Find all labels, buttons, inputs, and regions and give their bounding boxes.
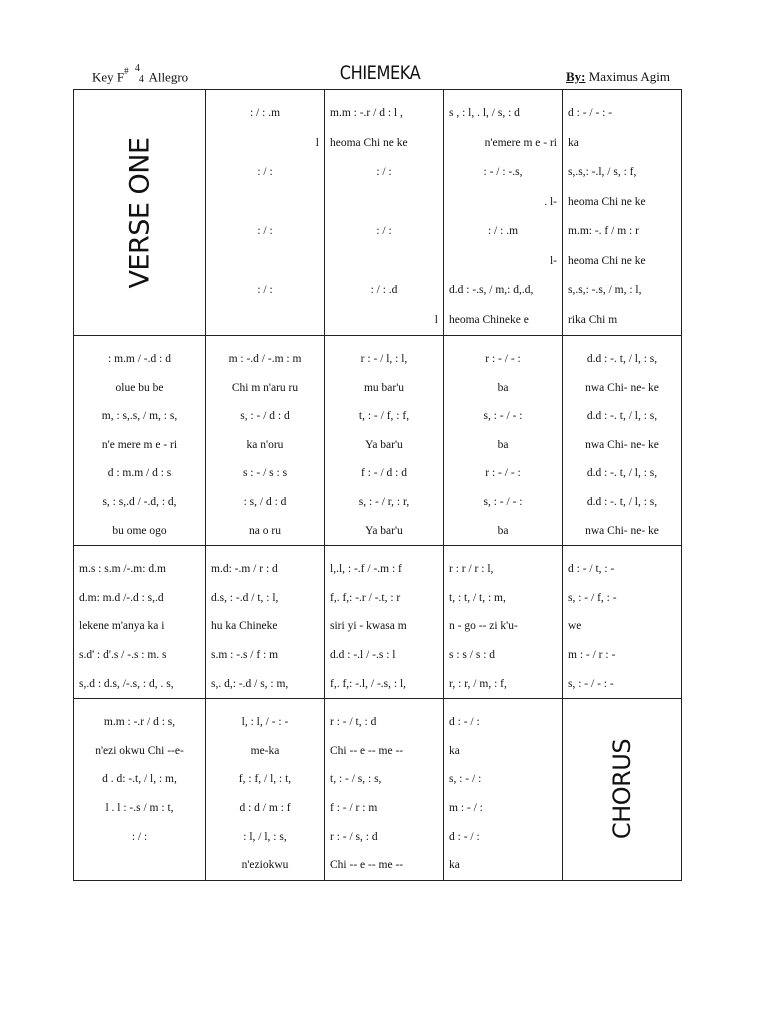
cell-r2-c2: [206, 336, 325, 546]
notation-line: r : - / t, : d: [330, 716, 377, 729]
notation-line: ba: [497, 524, 509, 537]
notation-line: olue bu be: [115, 381, 164, 394]
notation-line: m.d: -.m / r : d: [211, 563, 278, 576]
notation-line: m.m: -. f / m : r: [568, 225, 639, 237]
notation-line: s, : - / - :: [483, 410, 523, 423]
notation-line: rika Chi m: [568, 313, 618, 326]
notation-line: n'ezi okwu Chi --e-: [95, 744, 184, 757]
notation-line: d.d : -.l / -.s : l: [330, 648, 396, 661]
notation-line: : / : .m: [487, 225, 519, 237]
notation-line: : m.m / -.d : d: [108, 353, 171, 365]
notation-line: d.m: m.d /-.d : s,.d: [79, 591, 164, 604]
notation-line: : / :: [376, 166, 392, 178]
cell-r1-c3: [325, 90, 444, 336]
by-label: By:: [566, 69, 586, 84]
notation-line: s, : - / d : d: [240, 410, 290, 423]
cell-r3-c1: [74, 546, 206, 699]
time-signature: [133, 63, 145, 86]
verse-one-label-cell: [74, 90, 206, 336]
notation-line: f,. f,: -.l, / -.s, : l,: [330, 677, 407, 690]
notation-line: m, : s,.s, / m, : s,: [101, 410, 178, 423]
notation-line: s , : l, . l, / s, : d: [449, 107, 520, 119]
cell-r3-c3: [325, 546, 444, 699]
notation-line: t, : - / s, : s,: [330, 773, 382, 786]
notation-line: hu ka Chineke: [211, 620, 278, 633]
notation-line: f : - / r : m: [330, 801, 378, 814]
notation-line: l,.l, : -.f / -.m : f: [330, 563, 402, 576]
notation-line: : / : .m: [249, 107, 281, 119]
notation-line: bu ome ogo: [112, 524, 167, 537]
notation-line: l-: [549, 254, 557, 267]
notation-line: nwa Chi- ne- ke: [585, 438, 659, 451]
notation-line: l: [434, 313, 438, 326]
notation-line: s.d' : d'.s / -.s : m. s: [79, 648, 167, 661]
notation-line: s : s / s : d: [449, 648, 496, 661]
notation-line: heoma Chi ne ke: [568, 195, 646, 208]
cell-r2-c1: [74, 336, 206, 546]
notation-line: n - go -- zi k'u-: [449, 620, 518, 633]
notation-line: r : - / s, : d: [330, 830, 378, 843]
song-title: CHIEMEKA: [339, 62, 421, 84]
grid-row-2: [74, 336, 682, 546]
notation-line: : - / : -.s,: [483, 166, 523, 178]
notation-line: f : - / d : d: [361, 467, 407, 480]
key-signature: [92, 63, 189, 86]
notation-line: f,. f,: -.r / -.t, : r: [330, 591, 401, 604]
cell-r4-c3: [325, 699, 444, 881]
notation-line: : / :: [257, 284, 273, 296]
grid-row-4: [74, 699, 682, 881]
notation-line: : l, / l, : s,: [243, 830, 287, 843]
notation-line: d : d / m : f: [239, 801, 291, 814]
notation-line: l: [315, 136, 319, 149]
notation-line: m : - / :: [449, 801, 483, 814]
notation-line: d : - / :: [449, 716, 480, 729]
cell-r4-c4: [444, 699, 563, 881]
cell-r3-c4: [444, 546, 563, 699]
cell-r1-c4: [444, 90, 563, 336]
notation-line: [325, 247, 443, 277]
grid-row-3: [74, 546, 682, 699]
notation-line: d : - / - : -: [568, 107, 613, 119]
notation-line: : / :: [257, 166, 273, 178]
notation-line: ka: [449, 859, 460, 872]
notation-line: Chi -- e -- me --: [330, 744, 404, 757]
cell-r3-c5: [563, 546, 682, 699]
grid-row-1: [74, 90, 682, 336]
notation-line: heoma Chineke e: [449, 313, 529, 326]
notation-grid: [73, 89, 682, 881]
notation-line: ka: [568, 136, 579, 149]
cell-r4-c2: [206, 699, 325, 881]
time-bottom: 4: [138, 74, 144, 86]
notation-line: m : -.d / -.m : m: [228, 353, 302, 365]
notation-line: r, : r, / m, : f,: [449, 677, 507, 690]
key-prefix: Key F: [92, 69, 125, 85]
notation-line: r : - / l, : l,: [360, 353, 408, 365]
cell-r1-c5: [563, 90, 682, 336]
notation-line: d . d: -.t, / l, : m,: [102, 773, 177, 786]
verse-one-label: VERSE ONE: [124, 136, 155, 289]
cell-r1-c2: [206, 90, 325, 336]
notation-line: heoma Chi ne ke: [330, 136, 408, 149]
notation-line: s, : - / - :: [483, 495, 523, 508]
notation-line: r : - / - :: [485, 353, 521, 365]
composer-credit: [566, 69, 670, 85]
notation-line: Chi -- e -- me --: [330, 859, 404, 872]
notation-line: d.s, : -.d / t, : l,: [211, 591, 279, 604]
notation-line: d : - / :: [449, 830, 480, 843]
cell-r2-c5: [563, 336, 682, 546]
notation-line: m.m : -.r / d : s,: [103, 716, 176, 729]
notation-line: l, : l, / - : -: [241, 716, 289, 729]
notation-line: s, : - / :: [449, 773, 482, 786]
notation-line: s, : - / f, : -: [568, 591, 617, 604]
notation-line: n'e mere m e - ri: [101, 438, 178, 451]
notation-line: : / :: [131, 830, 148, 843]
notation-line: d.d : -. t, / l, : s,: [586, 410, 658, 423]
notation-line: s,.d : d.s, /-.s, : d, . s,: [79, 677, 174, 690]
notation-line: nwa Chi- ne- ke: [585, 381, 659, 394]
notation-line: Ya bar'u: [365, 438, 403, 451]
time-top: 4: [134, 63, 140, 75]
key-sharp: #: [124, 66, 129, 76]
notation-line: ka: [449, 744, 460, 757]
notation-line: d.d : -.s, / m,: d,.d,: [449, 284, 534, 296]
notation-line: Ya bar'u: [365, 524, 403, 537]
notation-line: siri yi - kwasa m: [330, 620, 407, 633]
notation-line: s, : s,.d / -.d, : d,: [102, 495, 177, 508]
tempo: Allegro: [148, 69, 189, 85]
cell-r2-c3: [325, 336, 444, 546]
notation-line: : / : .d: [370, 284, 398, 296]
notation-line: [325, 188, 443, 218]
notation-line: s,.s,: -.l, / s, : f,: [568, 166, 637, 178]
notation-line: s : - / s : s: [242, 467, 288, 480]
notation-line: lekene m'anya ka i: [79, 620, 165, 633]
cell-r4-c1: [74, 699, 206, 881]
chorus-label: CHORUS: [608, 739, 636, 840]
notation-line: l . l : -.s / m : t,: [105, 801, 174, 814]
notation-line: n'eziokwu: [241, 859, 289, 872]
notation-line: mu bar'u: [363, 381, 405, 394]
notation-line: n'emere m e - ri: [484, 136, 557, 149]
notation-line: t, : - / f, : f,: [358, 410, 410, 423]
notation-line: heoma Chi ne ke: [568, 254, 646, 267]
notation-line: ba: [497, 438, 509, 451]
notation-line: m.m : -.r / d : l ,: [330, 107, 403, 119]
composer-name: Maximus Agim: [588, 69, 671, 84]
notation-line: m : - / r : -: [568, 648, 616, 661]
notation-line: ba: [497, 381, 509, 394]
notation-line: nwa Chi- ne- ke: [585, 524, 659, 537]
notation-line: : / :: [376, 225, 392, 237]
notation-line: s, : - / - : -: [568, 677, 614, 690]
notation-line: : / :: [257, 225, 273, 237]
notation-line: na o ru: [249, 524, 281, 537]
notation-line: . l-: [544, 195, 557, 208]
notation-line: ka n'oru: [246, 438, 284, 451]
notation-line: d.d : -. t, / l, : s,: [586, 467, 658, 480]
notation-line: d : - / t, : -: [568, 563, 615, 576]
notation-line: d.d : -. t, / l, : s,: [586, 353, 658, 365]
notation-line: m.s : s.m /-.m: d.m: [79, 563, 166, 576]
notation-line: r : - / - :: [485, 467, 521, 480]
notation-line: t, : t, / t, : m,: [449, 591, 506, 604]
notation-line: we: [568, 620, 582, 633]
notation-line: : s, / d : d: [243, 495, 287, 508]
notation-line: me-ka: [250, 744, 280, 757]
notation-line: d : m.m / d : s: [107, 467, 172, 480]
cell-r3-c2: [206, 546, 325, 699]
chorus-label-cell: [563, 699, 682, 881]
notation-line: d.d : -. t, / l, : s,: [586, 495, 658, 508]
cell-r2-c4: [444, 336, 563, 546]
notation-line: [206, 188, 324, 218]
notation-line: r : r / r : l,: [449, 563, 494, 576]
notation-line: s, : - / r, : r,: [358, 495, 410, 508]
notation-line: f, : f, / l, : t,: [238, 773, 292, 786]
notation-line: s,. d,: -.d / s, : m,: [211, 677, 289, 690]
notation-line: [206, 247, 324, 277]
notation-line: s.m : -.s / f : m: [211, 648, 279, 661]
notation-line: s,.s,: -.s, / m, : l,: [568, 284, 642, 296]
notation-line: Chi m n'aru ru: [231, 381, 299, 394]
notation-line: [206, 306, 324, 336]
